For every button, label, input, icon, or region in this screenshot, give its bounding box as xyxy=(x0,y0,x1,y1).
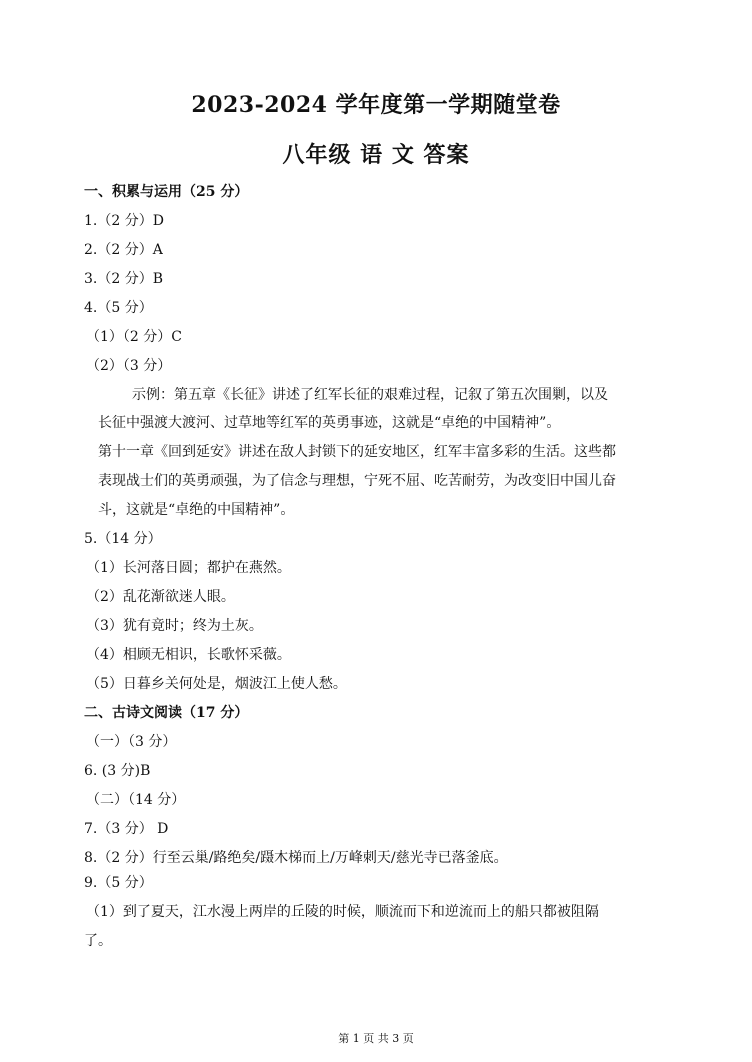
answer-q2: 2.（2 分）A xyxy=(84,242,163,258)
answer-q5: 5.（14 分） xyxy=(84,531,162,547)
answer-q9-1: （1）到了夏天，江水漫上两岸的丘陵的时候，顺流而下和逆流而上的船只都被阻隔 xyxy=(86,904,599,920)
answer-q4-1: （1）（2 分）C xyxy=(86,329,182,345)
answer-q8: 8.（2 分）行至云巢/路绝矣/蹑木梯而上/万峰刺天/慈光寺已落釜底。 xyxy=(84,850,508,866)
section-heading-2: 二、古诗文阅读（17 分） xyxy=(84,705,249,721)
answer-q4: 4.（5 分） xyxy=(84,300,153,316)
answer-q9-1-cont: 了。 xyxy=(84,933,112,949)
document-title: 2023-2024 学年度第一学期随堂卷 xyxy=(191,92,561,118)
answer-q9: 9.（5 分） xyxy=(84,875,153,891)
answer-part-2: （二）（14 分） xyxy=(86,792,186,808)
answer-q4-2-text: 表现战士们的英勇顽强，为了信念与理想，宁死不屈、吃苦耐劳，为改变旧中国儿奋 xyxy=(98,473,616,489)
answer-q4-2: （2）（3 分） xyxy=(86,358,172,374)
answer-q5-3: （3）犹有竟时；终为土灰。 xyxy=(86,618,263,634)
answer-q3: 3.（2 分）B xyxy=(84,271,164,287)
page-number: 第 1 页 共 3 页 xyxy=(338,1032,414,1045)
answer-q5-4: （4）相顾无相识，长歌怀采薇。 xyxy=(86,647,291,663)
answer-part-1: （一）（3 分） xyxy=(86,734,177,750)
answer-q1: 1.（2 分）D xyxy=(84,213,164,229)
answer-q4-2-text: 示例：第五章《长征》讲述了红军长征的艰难过程，记叙了第五次围剿，以及 xyxy=(132,387,608,403)
answer-q5-5: （5）日暮乡关何处是，烟波江上使人愁。 xyxy=(86,676,347,692)
answer-q5-1: （1）长河落日圆；都护在燕然。 xyxy=(86,560,291,576)
answer-q4-2-text: 斗，这就是“卓绝的中国精神”。 xyxy=(98,502,295,518)
answer-q4-2-text: 长征中强渡大渡河、过草地等红军的英勇事迹，这就是“卓绝的中国精神”。 xyxy=(98,415,561,431)
document-subtitle: 八年级 语 文 答案 xyxy=(282,142,470,168)
answer-q7: 7.（3 分） D xyxy=(84,821,169,837)
answer-q4-2-text: 第十一章《回到延安》讲述在敌人封锁下的延安地区，红军丰富多彩的生活。这些都 xyxy=(98,444,616,460)
section-heading-1: 一、积累与运用（25 分） xyxy=(84,184,249,200)
answer-q6: 6. (3 分)B xyxy=(84,763,151,779)
answer-q5-2: （2）乱花渐欲迷人眼。 xyxy=(86,589,235,605)
